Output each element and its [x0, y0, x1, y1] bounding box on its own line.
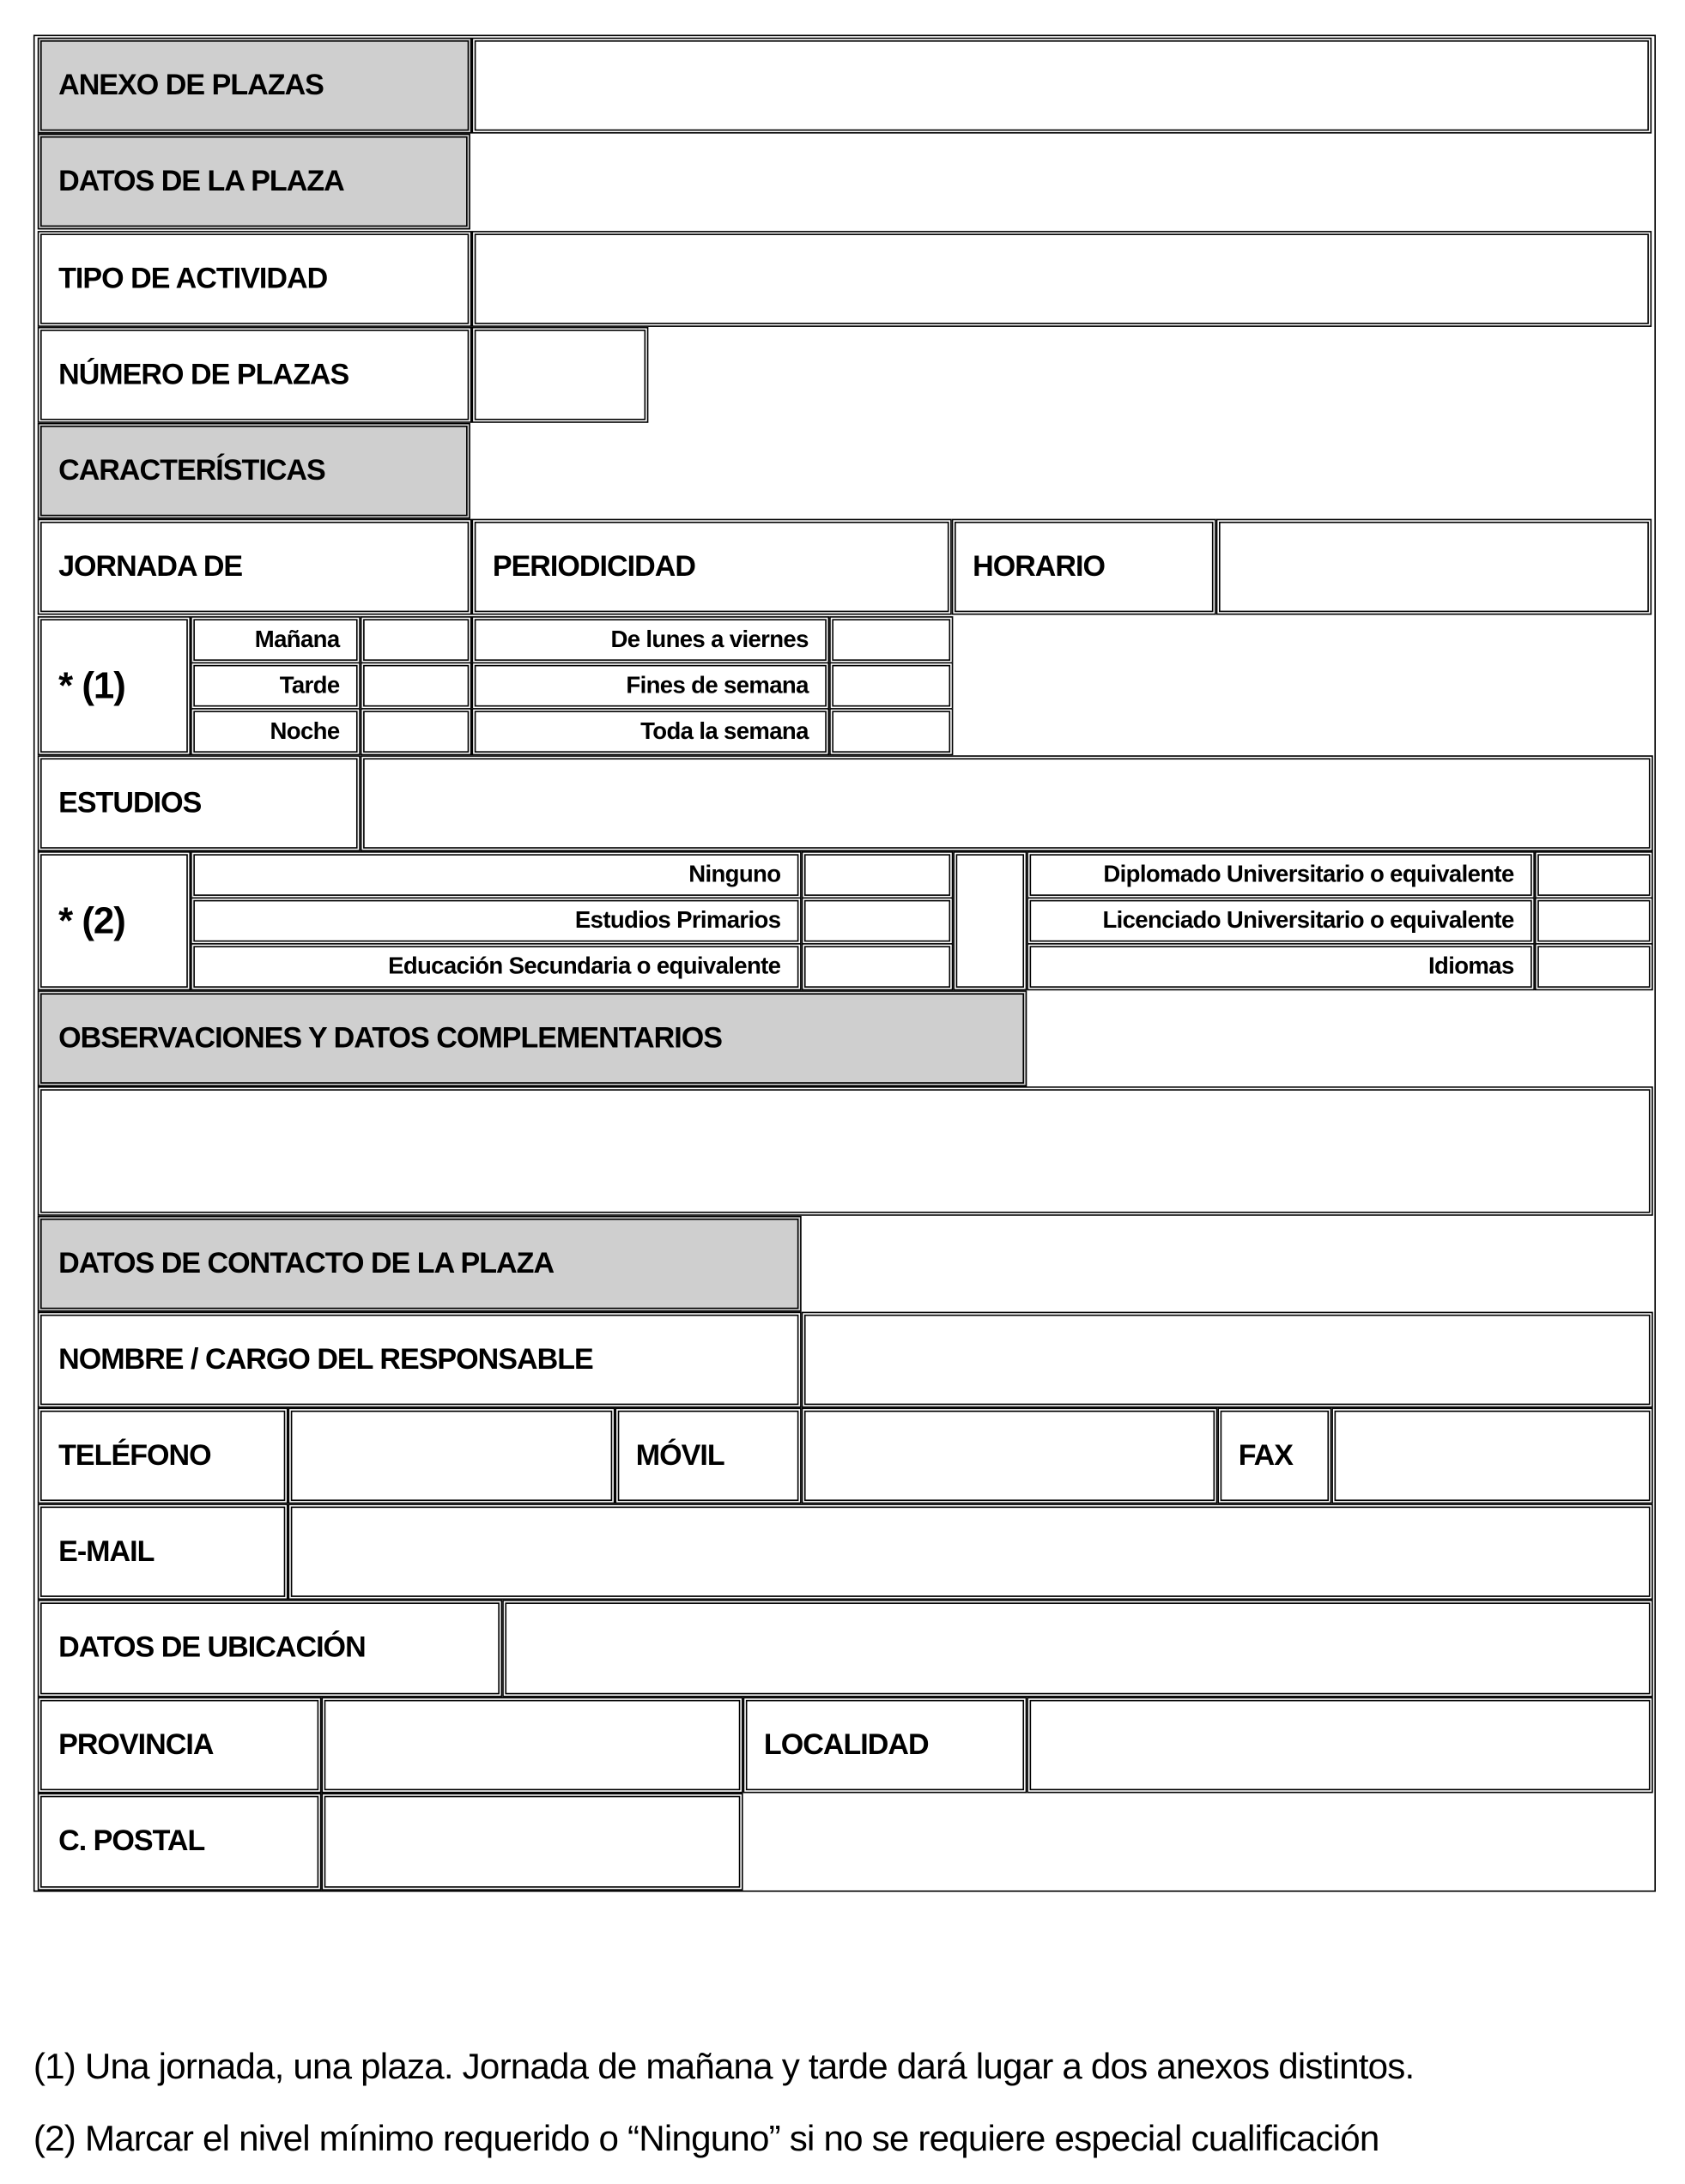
movil-label: MÓVIL — [615, 1407, 801, 1503]
caracteristicas-heading: CARACTERÍSTICAS — [38, 423, 470, 519]
manana-checkbox[interactable] — [361, 616, 472, 663]
horario-field[interactable] — [1216, 519, 1652, 615]
option-toda-semana-label: Toda la semana — [472, 708, 830, 755]
fax-field[interactable] — [1331, 1407, 1652, 1503]
fines-semana-checkbox[interactable] — [829, 662, 953, 710]
provincia-field[interactable] — [321, 1697, 742, 1794]
jornada-note-mark: * (1) — [38, 616, 191, 755]
idiomas-checkbox[interactable] — [1535, 943, 1653, 990]
option-tarde-label: Tarde — [191, 662, 361, 710]
footnote-1: (1) Una jornada, una plaza. Jornada de mañana y tarde dará lugar a dos anexos distintos. — [33, 2044, 1415, 2087]
option-noche-label: Noche — [191, 708, 361, 755]
spacer-cell — [953, 851, 1027, 990]
email-label: E-MAIL — [38, 1503, 288, 1600]
contacto-heading: DATOS DE CONTACTO DE LA PLAZA — [38, 1216, 802, 1312]
provincia-label: PROVINCIA — [38, 1697, 322, 1794]
ubicacion-label: DATOS DE UBICACIÓN — [38, 1600, 502, 1697]
numero-plazas-field[interactable] — [472, 327, 649, 423]
observaciones-field[interactable] — [38, 1086, 1653, 1216]
email-field[interactable] — [288, 1503, 1653, 1600]
tipo-actividad-field[interactable] — [472, 231, 1652, 327]
cpostal-label: C. POSTAL — [38, 1793, 322, 1890]
estudios-label: ESTUDIOS — [38, 755, 361, 851]
option-ninguno-label: Ninguno — [191, 851, 802, 898]
licenciado-checkbox[interactable] — [1535, 898, 1653, 945]
localidad-field[interactable] — [1027, 1697, 1652, 1794]
datos-plaza-heading: DATOS DE LA PLAZA — [38, 134, 470, 230]
telefono-field[interactable] — [288, 1407, 615, 1503]
option-secundaria-label: Educación Secundaria o equivalente — [191, 943, 802, 990]
horario-label: HORARIO — [952, 519, 1216, 615]
observaciones-heading: OBSERVACIONES Y DATOS COMPLEMENTARIOS — [38, 990, 1027, 1086]
primarios-checkbox[interactable] — [802, 898, 954, 945]
telefono-label: TELÉFONO — [38, 1407, 288, 1503]
anexo-field[interactable] — [472, 38, 1652, 134]
option-idiomas-label: Idiomas — [1027, 943, 1535, 990]
secundaria-checkbox[interactable] — [802, 943, 954, 990]
noche-checkbox[interactable] — [361, 708, 472, 755]
estudios-note-mark: * (2) — [38, 851, 191, 990]
movil-field[interactable] — [802, 1407, 1218, 1503]
option-licenciado-label: Licenciado Universitario o equivalente — [1027, 898, 1535, 945]
tarde-checkbox[interactable] — [361, 662, 472, 710]
responsable-label: NOMBRE / CARGO DEL RESPONSABLE — [38, 1312, 802, 1408]
option-fines-semana-label: Fines de semana — [472, 662, 830, 710]
toda-semana-checkbox[interactable] — [829, 708, 953, 755]
numero-plazas-label: NÚMERO DE PLAZAS — [38, 327, 472, 423]
footnote-2: (2) Marcar el nivel mínimo requerido o “Ninguno” si no se requiere especial cualificación — [33, 2117, 1379, 2159]
estudios-field — [361, 755, 1653, 851]
tipo-actividad-label: TIPO DE ACTIVIDAD — [38, 231, 472, 327]
cpostal-field[interactable] — [321, 1793, 742, 1890]
anexo-label: ANEXO DE PLAZAS — [38, 38, 472, 134]
responsable-field[interactable] — [802, 1312, 1653, 1408]
option-manana-label: Mañana — [191, 616, 361, 663]
option-lunes-viernes-label: De lunes a viernes — [472, 616, 830, 663]
option-diplomado-label: Diplomado Universitario o equivalente — [1027, 851, 1535, 898]
option-primarios-label: Estudios Primarios — [191, 898, 802, 945]
ninguno-checkbox[interactable] — [802, 851, 954, 898]
diplomado-checkbox[interactable] — [1535, 851, 1653, 898]
periodicidad-label: PERIODICIDAD — [472, 519, 952, 615]
lunes-viernes-checkbox[interactable] — [829, 616, 953, 663]
fax-label: FAX — [1217, 1407, 1331, 1503]
ubicacion-field — [502, 1600, 1653, 1697]
jornada-label: JORNADA DE — [38, 519, 472, 615]
localidad-label: LOCALIDAD — [743, 1697, 1027, 1794]
